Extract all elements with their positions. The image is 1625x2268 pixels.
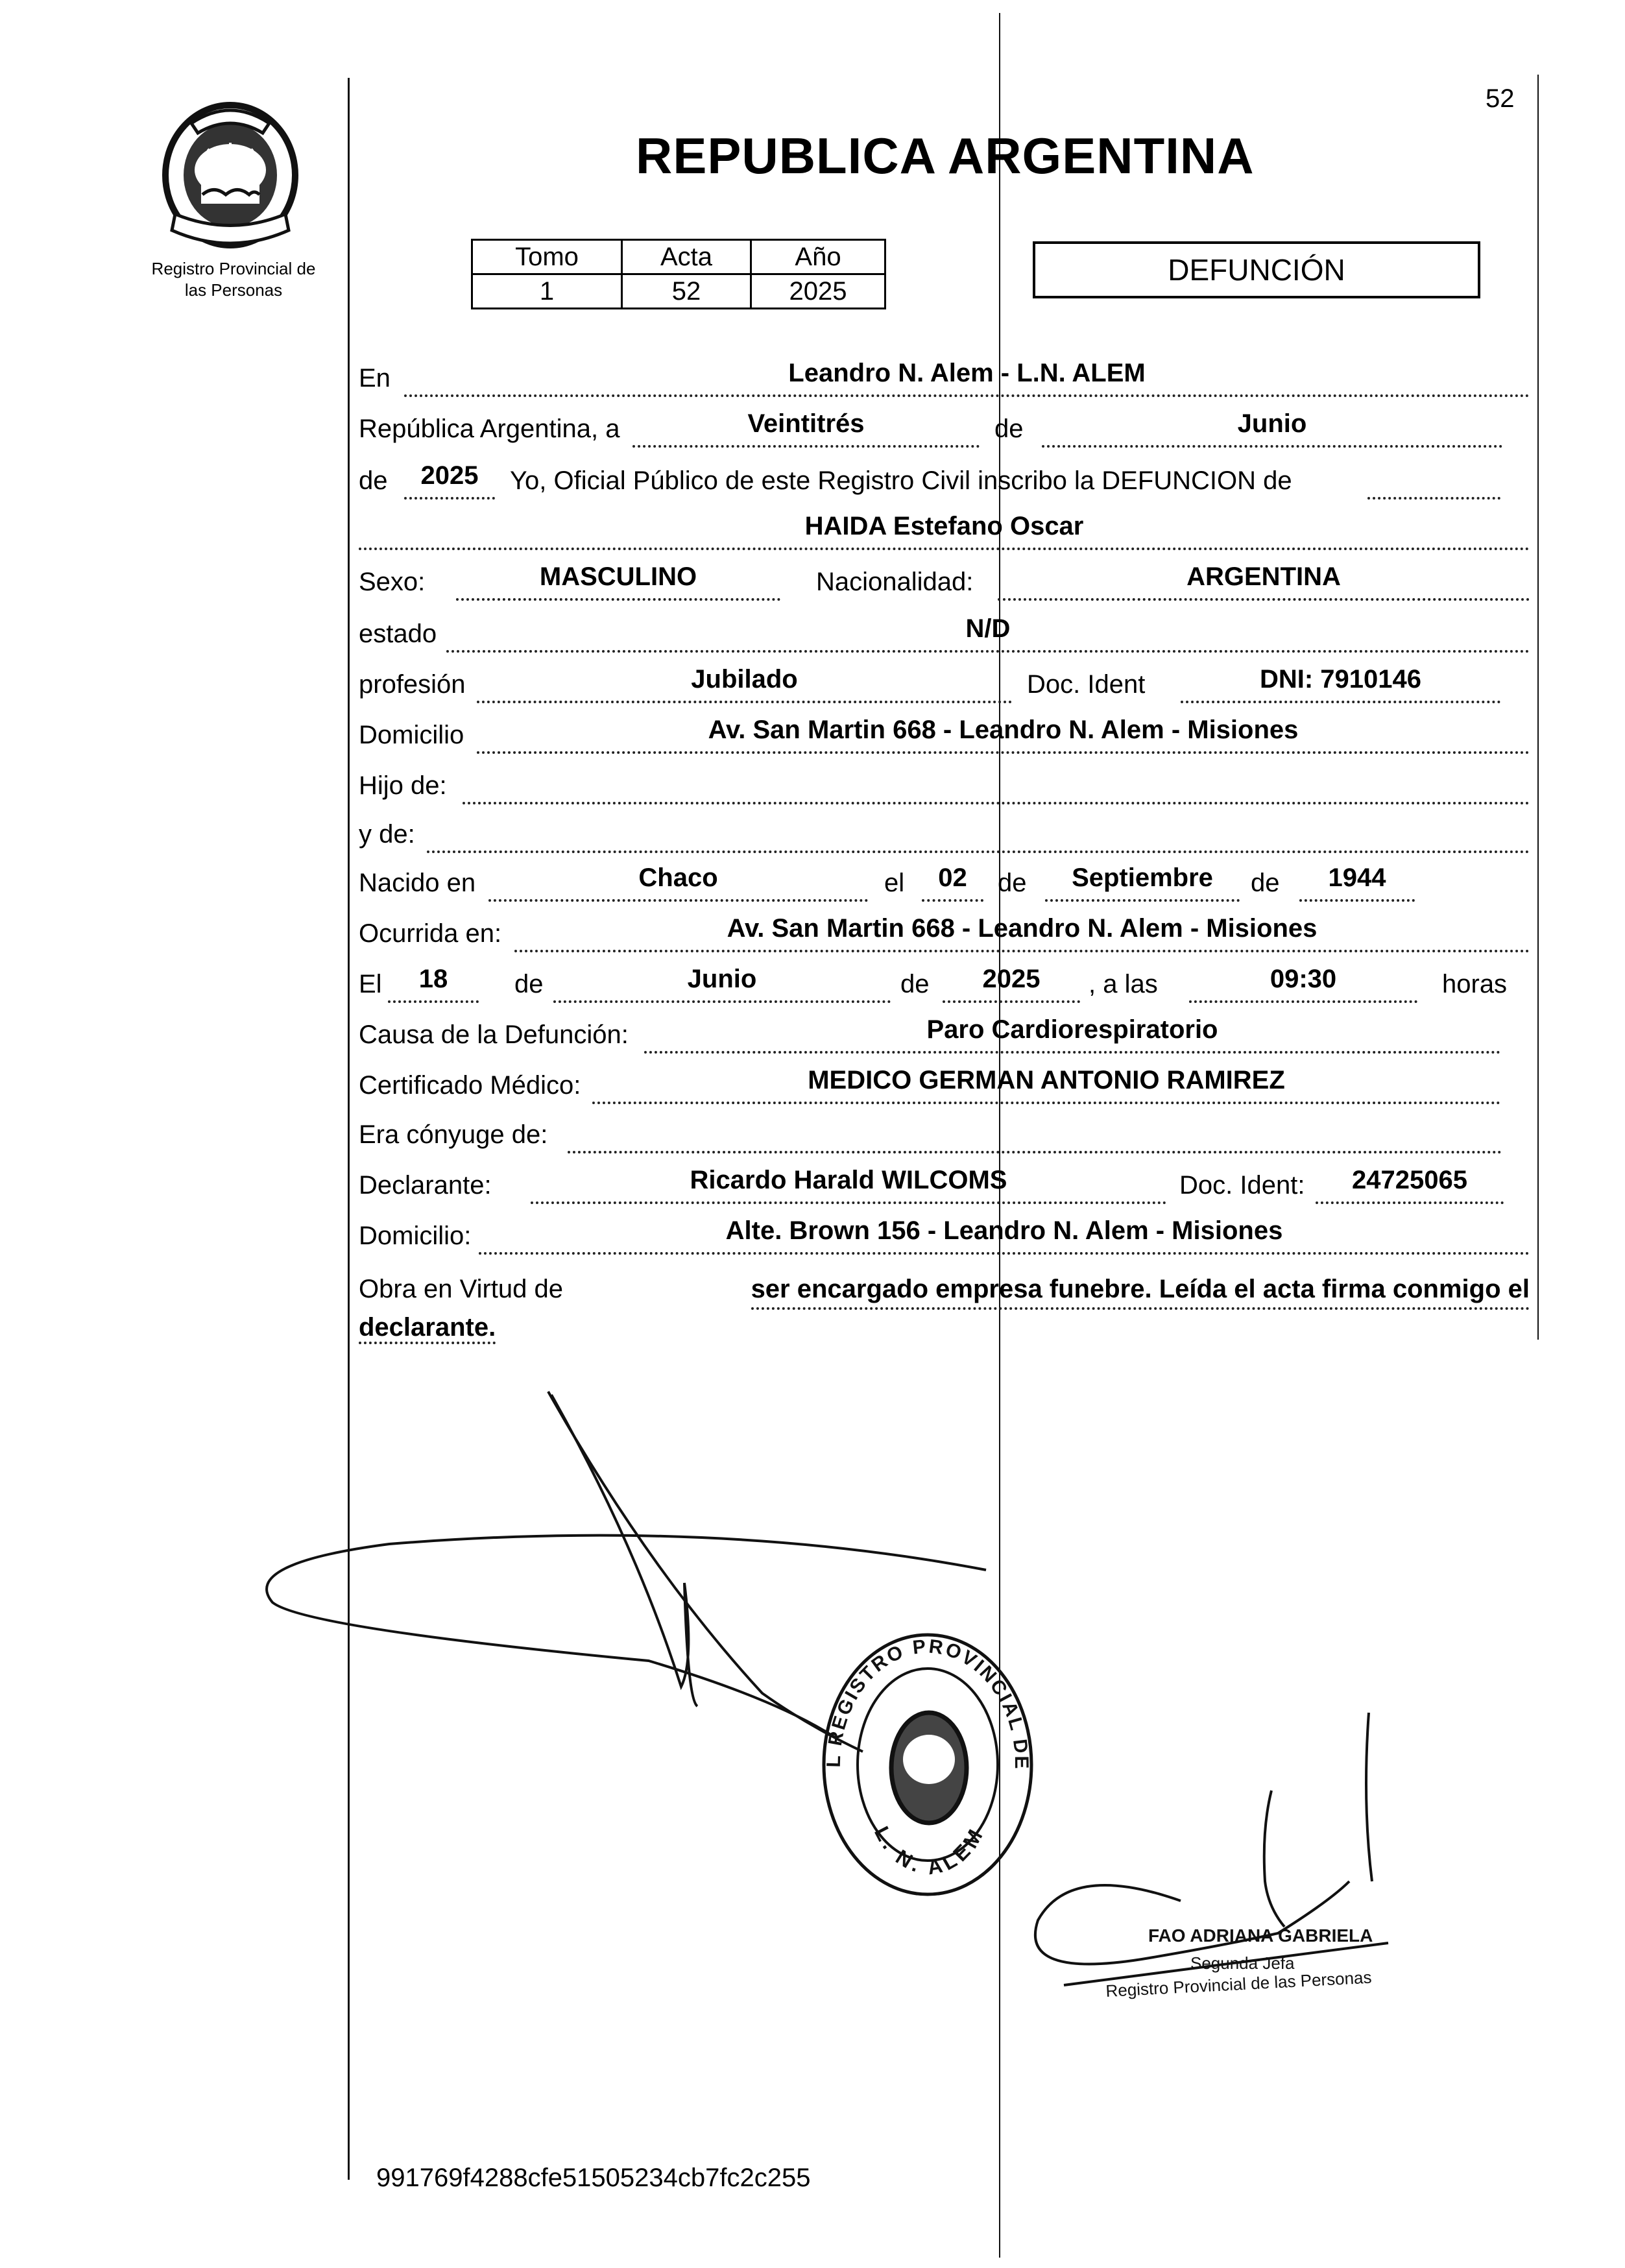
row-estado: estado N/D	[359, 614, 1530, 653]
declarante-doc-field: 24725065	[1316, 1163, 1504, 1204]
officer-org: Registro Provincial de las Personas	[1105, 1967, 1373, 2001]
fallec-hora-field: 09:30	[1189, 961, 1417, 1003]
mes-registro-field: Junio	[1042, 406, 1502, 448]
estado-field: N/D	[446, 611, 1530, 653]
page-title: REPUBLICA ARGENTINA	[636, 127, 1255, 184]
registry-table	[471, 239, 886, 309]
tomo-header: Tomo	[472, 240, 622, 274]
row-certificado: Certificado Médico: MEDICO GERMAN ANTONIO RAMIREZ	[359, 1065, 1530, 1104]
row-nombre	[359, 511, 1530, 550]
anio-value: 2025	[751, 274, 885, 309]
row-inscripcion: de 2025 Yo, Oficial Público de este Registro Civil inscribo la DEFUNCION de	[359, 461, 1530, 500]
obra-line1: ser encargado empresa funebre. Leída el acta firma conmigo el	[751, 1272, 1530, 1310]
row-ocurrida: Ocurrida en: Av. San Martin 668 - Leandro N. Alem - Misiones	[359, 913, 1530, 952]
seal-text-bottom: L. N. ALEM	[869, 1822, 989, 1879]
nacionalidad-field: ARGENTINA	[998, 559, 1530, 601]
row-lugar: En Leandro N. Alem - L.N. ALEM	[359, 358, 1530, 397]
row-sexo: Sexo: MASCULINO Nacionalidad: ARGENTINA	[359, 562, 1530, 601]
hijo-de-field	[463, 763, 1530, 804]
row-causa: Causa de la Defunción: Paro Cardiorespiratorio	[359, 1015, 1530, 1054]
declarante-domicilio-field: Alte. Brown 156 - Leandro N. Alem - Misiones	[479, 1213, 1530, 1255]
dia-registro-field: Veintitrés	[632, 406, 980, 448]
fallec-mes-field: Junio	[553, 961, 891, 1003]
anio-registro-field: 2025	[404, 458, 495, 500]
profesion-field: Jubilado	[477, 662, 1012, 703]
conyuge-field	[568, 1112, 1502, 1153]
tomo-value: 1	[472, 274, 622, 309]
y-de-field	[427, 812, 1530, 853]
page-number: 52	[1486, 84, 1515, 113]
officer-role: Segunda Jefa	[1190, 1953, 1295, 1973]
fallec-anio-field: 2025	[943, 961, 1080, 1003]
domicilio-field: Av. San Martin 668 - Leandro N. Alem - Misiones	[477, 712, 1530, 754]
declarante-field: Ricardo Harald WILCOMS	[531, 1163, 1166, 1204]
record-type-box: DEFUNCIÓN	[1033, 241, 1480, 298]
row-profesion: profesión Jubilado Doc. Ident DNI: 7910146	[359, 664, 1530, 703]
row-hijo-de: Hijo de:	[359, 766, 1530, 804]
doc-field: DNI: 7910146	[1181, 662, 1500, 703]
row-domicilio: Domicilio Av. San Martin 668 - Leandro N. Alem - Misiones	[359, 715, 1530, 754]
anio-header: Año	[751, 240, 885, 274]
officer-name: FAO ADRIANA GABRIELA	[1148, 1925, 1373, 1946]
row-fecha-registro: República Argentina, a Veintitrés de Junio	[359, 409, 1530, 448]
nacido-mes-field: Septiembre	[1045, 860, 1240, 902]
row-conyuge: Era cónyuge de:	[359, 1115, 1530, 1153]
org-label: Registro Provincial de las Personas	[151, 259, 316, 300]
misiones-coat-of-arms-icon	[156, 97, 305, 253]
row-domicilio-declarante: Domicilio: Alte. Brown 156 - Leandro N. Alem - Misiones	[359, 1216, 1530, 1255]
lugar-field: Leandro N. Alem - L.N. ALEM	[404, 356, 1530, 397]
acta-value: 52	[622, 274, 751, 309]
document-hash: 991769f4288cfe51505234cb7fc2c255	[376, 2164, 811, 2192]
svg-text:L. N. ALEM	[870, 1822, 989, 1879]
inscripcion-blank-field	[1367, 458, 1500, 500]
nombre-field: HAIDA Estefano Oscar	[359, 509, 1530, 550]
obra-line2: declarante.	[359, 1313, 496, 1344]
certificado-field: MEDICO GERMAN ANTONIO RAMIREZ	[592, 1063, 1500, 1104]
acta-header: Acta	[622, 240, 751, 274]
ocurrida-field: Av. San Martin 668 - Leandro N. Alem - Misiones	[514, 911, 1530, 952]
signature-area	[0, 1362, 1625, 2108]
causa-field: Paro Cardiorespiratorio	[644, 1012, 1500, 1054]
right-margin-line	[1537, 75, 1539, 1340]
fallec-dia-field: 18	[388, 961, 479, 1003]
nacido-lugar-field: Chaco	[488, 860, 868, 902]
registry-value-row	[472, 274, 885, 309]
registry-header-row	[472, 240, 885, 274]
nacido-anio-field: 1944	[1299, 860, 1415, 902]
row-fecha-fallecimiento: El 18 de Junio de 2025 , a las 09:30 horas	[359, 964, 1530, 1003]
obra-paragraph: Obra en Virtud de ser encargado empresa funebre. Leída el acta firma conmigo el declarante.	[359, 1272, 1530, 1345]
row-declarante: Declarante: Ricardo Harald WILCOMS Doc. Ident: 24725065	[359, 1165, 1530, 1204]
seal-text-top: L REGISTRO PROVINCIAL DE	[823, 1635, 1033, 1771]
sexo-field: MASCULINO	[456, 559, 780, 601]
row-y-de: y de:	[359, 814, 1530, 853]
nacido-dia-field: 02	[922, 860, 983, 902]
svg-text:DELEGACION DEL REGISTRO PROVIN	[0, 1362, 1032, 1771]
row-nacimiento: Nacido en Chaco el 02 de Septiembre de 1944	[359, 863, 1530, 902]
